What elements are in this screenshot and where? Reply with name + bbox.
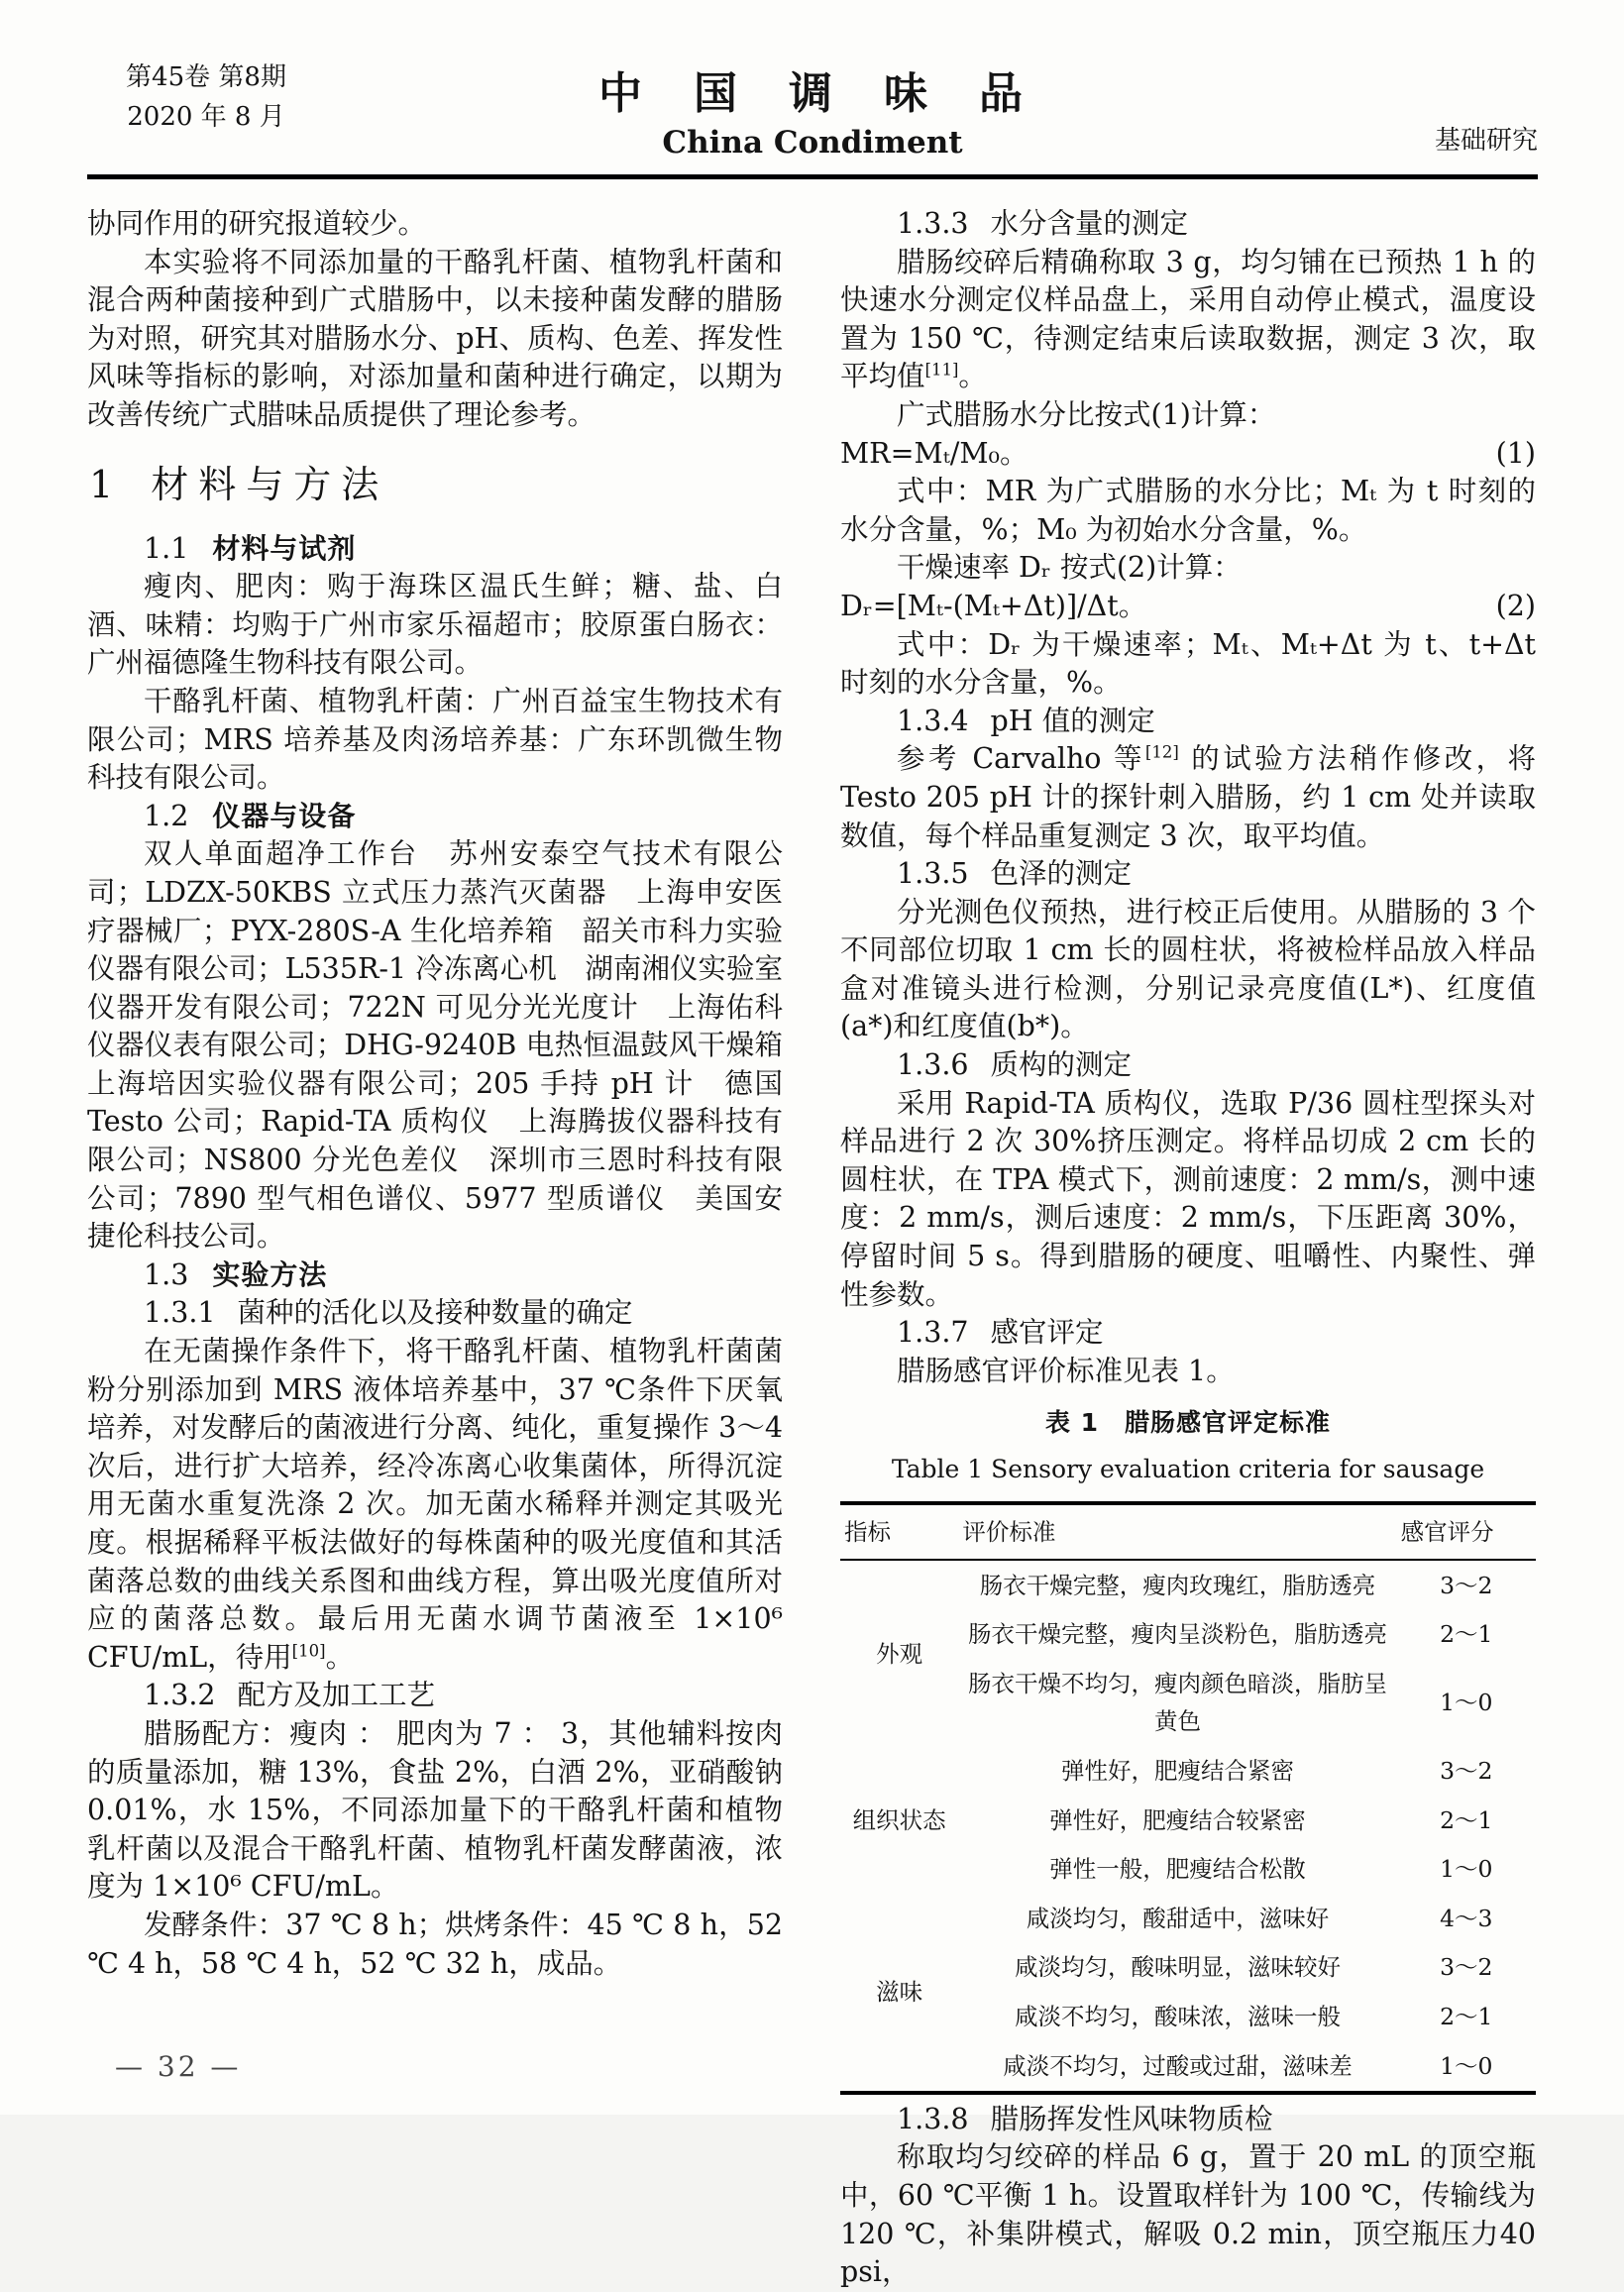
heading-number: 1.3.6 <box>897 1048 969 1082</box>
criteria-cell: 肠衣干燥不均匀，瘦肉颜色暗淡，脂肪呈黄色 <box>967 1669 1387 1736</box>
paragraph-volatile: 称取均匀绞碎的样品 6 g，置于 20 mL 的顶空瓶中，60 ℃平衡 1 h。设置取样针为 100 ℃，传输线为 120 ℃，补集阱模式，解吸 0.2 min，顶空瓶压力40 psi， <box>840 2140 1536 2289</box>
heading-1-3-3 <box>840 205 1536 244</box>
heading-number: 1.3.8 <box>897 2102 969 2135</box>
table-row <box>840 1747 1536 1797</box>
paragraph-activation <box>87 1333 783 1677</box>
heading-title: 仪器与设备 <box>212 799 357 832</box>
heading-1-2 <box>87 798 783 836</box>
score-cell: 1～0 <box>1440 1855 1493 1884</box>
criteria-cell: 弹性一般，肥瘦结合松散 <box>1049 1855 1306 1884</box>
table-body <box>840 1560 1536 2093</box>
heading-1-3-7 <box>840 1314 1536 1353</box>
heading-number: 1.2 <box>144 799 189 832</box>
heading-1-3-1 <box>87 1294 783 1333</box>
section-number: 1 <box>89 462 114 506</box>
criteria-cell: 肠衣干燥完整，瘦肉玫瑰红，脂肪透亮 <box>979 1571 1376 1599</box>
paragraph-sensory: 腊肠感官评价标准见表 1。 <box>897 1354 1235 1387</box>
paragraph-carryover: 协同作用的研究报道较少。 <box>87 207 427 240</box>
paragraph-color: 分光测色仪预热，进行校正后使用。从腊肠的 3 个不同部位切取 1 cm 长的圆柱状，将被检样品放入样品盒对准镜头进行检测，分别记录亮度值(L*)、红度值(a*)和红度值(b*)。 <box>840 895 1536 1043</box>
article-body <box>0 179 1624 2292</box>
text-run: 腊肠绞碎后精确称取 3 g，均匀铺在已预热 1 h 的快速水分测定仪样品盘上，采用自动停止模式，温度设置为 150 ℃，待测定结束后读取数据，测定 3 次，取平均值 <box>840 245 1536 393</box>
criteria-cell: 咸淡均匀，酸味明显，滋味较好 <box>1014 1953 1341 1982</box>
heading-1-1 <box>87 530 783 569</box>
paragraph-recipe: 腊肠配方：瘦肉 ： 肥肉为 7 ： 3，其他辅料按肉的质量添加，糖 13%，食盐 2%，白酒 2%，亚硝酸钠 0.01%，水 15%，不同添加量下的干酪乳杆菌和植物乳杆菌以及混合干酪乳杆菌、植物乳杆菌发酵菌液，浓度为 1×10⁶ CFU/mL。 <box>87 1716 783 1904</box>
criteria-cell: 咸淡均匀，酸甜适中，滋味好 <box>1026 1904 1330 1932</box>
equation-formula: Dᵣ=[Mₜ-(Mₜ+Δt)]/Δt。 <box>840 589 1147 622</box>
score-cell: 4～3 <box>1440 1904 1493 1932</box>
score-cell: 3～2 <box>1440 1953 1493 1982</box>
heading-1-3-5 <box>840 855 1536 894</box>
table-header <box>840 1503 1536 1561</box>
heading-number: 1.3.4 <box>897 704 969 737</box>
paragraph-eq1-note: 式中：MR 为广式腊肠的水分比；Mₜ 为 t 时刻的水分含量，%；M₀ 为初始水分含量，%。 <box>840 475 1536 546</box>
heading-1-3-8 <box>840 2101 1536 2139</box>
paragraph-equipment: 双人单面超净工作台 苏州安泰空气技术有限公司；LDZX-50KBS 立式压力蒸汽灭菌器 上海申安医疗器械厂；PYX-280S-A 生化培养箱 韶关市科力实验仪器有限公司；L535R-1 冷冻离心机 湖南湘仪实验室仪器开发有限公司；722N 可见分光光度计 上海佑科仪器仪表有限公司；DHG-9240B 电热恒温鼓风干燥箱 上海培因实验仪器有限公司；205 手持 pH 计 德国 Testo 公司；Rapid-TA 质构仪 上海腾拔仪器科技有限公司；NS800 分光色差仪 深圳市三恩时科技有限公司；7890 型气相色谱仪、5977 型质谱仪 美国安捷伦科技公司。 <box>87 837 812 1254</box>
heading-title: 质构的测定 <box>990 1048 1133 1082</box>
journal-title-block <box>325 57 1300 161</box>
score-cell: 3～2 <box>1440 1757 1493 1786</box>
paragraph-eq2-note: 式中：Dᵣ 为干燥速率；Mₜ、Mₜ+Δt 为 t、t+Δt 时刻的水分含量，%。 <box>840 627 1536 700</box>
left-column <box>87 205 812 2292</box>
heading-1-3-4 <box>840 703 1536 741</box>
heading-number: 1.3.5 <box>897 857 969 891</box>
citation-ref-12: [12] <box>1144 742 1179 762</box>
text-run: 在无菌操作条件下，将干酪乳杆菌、植物乳杆菌菌粉分别添加到 MRS 液体培养基中，37 ℃条件下厌氧培养，对发酵后的菌液进行分离、纯化，重复操作 3～4 次后，进行扩大培养，经冷冻离心收集菌体，所得沉淀用无菌水重复洗涤 2 次。加无菌水稀释并测定其吸光度。根据稀释平板法做好的每株菌种的吸光度值和其活菌落总数的曲线关系图和曲线方程，算出吸光度值所对应的菌落总数。最后用无菌水调节菌液至 1×10⁶ CFU/mL，待用 <box>87 1335 783 1674</box>
equation-number: (1) <box>1495 436 1536 470</box>
sensory-evaluation-table <box>840 1501 1536 2095</box>
text-run: 。 <box>958 360 987 393</box>
heading-number: 1.3.3 <box>897 207 969 240</box>
journal-title-zh: 中 国 调 味 品 <box>598 68 1027 119</box>
heading-title: 材料与试剂 <box>212 531 357 565</box>
heading-number: 1.3 <box>144 1257 189 1291</box>
section-title: 材料与方法 <box>151 462 389 506</box>
heading-title: 菌种的活化以及接种数量的确定 <box>237 1296 633 1330</box>
header-cell-score: 感官评分 <box>1400 1517 1494 1546</box>
heading-1-3-2 <box>87 1677 783 1715</box>
section-tag: 基础研究 <box>1434 126 1538 156</box>
table-row <box>840 1560 1536 1610</box>
citation-ref-11: [11] <box>924 360 959 380</box>
criteria-cell: 弹性好，肥瘦结合紧密 <box>1060 1757 1294 1786</box>
score-cell: 2～1 <box>1440 2003 1493 2031</box>
equation-2 <box>840 588 1536 626</box>
heading-number: 1.3.2 <box>144 1679 216 1712</box>
right-column <box>840 205 1536 2292</box>
paragraph-ferment-conditions: 发酵条件：37 ℃ 8 h；烘烤条件：45 ℃ 8 h，52 ℃ 4 h，58 ℃ 4 h，52 ℃ 32 h，成品。 <box>87 1908 783 1980</box>
publish-date: 2020 年 8 月 <box>127 102 285 132</box>
paragraph-ph <box>840 740 1536 855</box>
equation-formula: MR=Mₜ/M₀。 <box>840 436 1029 470</box>
paragraph-texture: 采用 Rapid-TA 质构仪，选取 P/36 圆柱型探头对样品进行 2 次 30%挤压测定。将样品切成 2 cm 长的圆柱状，在 TPA 模式下，测前速度：2 mm/s，测中速度：2 mm/s，测后速度：2 mm/s，下压距离 30%，停留时间 5 s。得到腊肠的硬度、咀嚼性、内聚性、弹性参数。 <box>840 1086 1536 1311</box>
table-header-row <box>840 1503 1536 1561</box>
heading-number: 1.3.1 <box>144 1296 216 1330</box>
citation-ref-10: [10] <box>291 1641 326 1661</box>
table-row <box>840 1894 1536 1943</box>
paragraph-materials-1: 瘦肉、肥肉：购于海珠区温氏生鲜；糖、盐、白酒、味精：均购于广州市家乐福超市；胶原蛋白肠衣：广州福德隆生物科技有限公司。 <box>87 570 783 680</box>
score-cell: 3～2 <box>1440 1571 1493 1599</box>
heading-title: 感官评定 <box>990 1316 1104 1350</box>
heading-title: 水分含量的测定 <box>990 207 1189 240</box>
header-cell-indicator: 指标 <box>844 1517 891 1546</box>
paragraph-intro: 本实验将不同添加量的干酪乳杆菌、植物乳杆菌和混合两种菌接种到广式腊肠中，以未接种菌发酵的腊肠为对照，研究其对腊肠水分、pH、质构、色差、挥发性风味等指标的影响，对添加量和菌种进行确定，以期为改善传统广式腊味品质提供了理论参考。 <box>87 245 783 431</box>
criteria-cell: 咸淡不均匀，过酸或过甜，滋味差 <box>1003 2051 1353 2080</box>
score-cell: 1～0 <box>1440 2051 1493 2080</box>
score-cell: 2～1 <box>1440 1805 1493 1834</box>
criteria-cell: 肠衣干燥完整，瘦肉呈淡粉色，脂肪透亮 <box>967 1620 1387 1649</box>
group-cell-appearance: 外观 <box>876 1639 923 1668</box>
criteria-cell: 弹性好，肥瘦结合较紧密 <box>1049 1805 1306 1834</box>
header-cell-criteria: 评价标准 <box>962 1517 1056 1546</box>
paragraph-materials-2: 干酪乳杆菌、植物乳杆菌：广州百益宝生物技术有限公司；MRS 培养基及肉汤培养基：广东环凯微生物科技有限公司。 <box>87 684 783 795</box>
heading-title: 色泽的测定 <box>990 857 1133 891</box>
heading-title: 实验方法 <box>212 1257 328 1291</box>
group-cell-texture-state: 组织状态 <box>852 1805 946 1834</box>
criteria-cell: 咸淡不均匀，酸味浓，滋味一般 <box>1014 2003 1341 2031</box>
heading-number: 1.3.7 <box>897 1316 969 1350</box>
heading-title: 配方及加工工艺 <box>237 1679 436 1712</box>
journal-issue-info <box>87 57 325 137</box>
section-heading-1 <box>89 459 783 510</box>
equation-1 <box>840 435 1536 474</box>
heading-1-3 <box>87 1256 783 1295</box>
heading-title: pH 值的测定 <box>990 704 1155 737</box>
journal-title-en: China Condiment <box>662 125 963 161</box>
paragraph-moisture <box>840 244 1536 396</box>
equation-number: (2) <box>1495 589 1536 622</box>
heading-number: 1.1 <box>144 531 189 565</box>
paragraph-eq1-intro: 广式腊肠水分比按式(1)计算： <box>897 397 1276 431</box>
heading-1-3-6 <box>840 1046 1536 1085</box>
text-run: 。 <box>325 1640 355 1674</box>
page-header <box>0 0 1624 161</box>
score-cell: 2～1 <box>1440 1620 1493 1649</box>
heading-title: 腊肠挥发性风味物质检 <box>990 2102 1273 2135</box>
score-cell: 1～0 <box>1440 1689 1493 1717</box>
paragraph-eq2-intro: 干燥速率 Dᵣ 按式(2)计算： <box>897 551 1242 585</box>
table1-caption-en: Table 1 Sensory evaluation criteria for sausage <box>891 1455 1485 1483</box>
group-cell-taste: 滋味 <box>876 1978 923 2007</box>
page-number: — 32 — <box>115 2050 242 2083</box>
volume-issue: 第45卷 第8期 <box>126 62 286 92</box>
text-run: 的试验方法稍作修改，将 Testo 205 pH 计的探针刺入腊肠，约 1 cm 处并读取数值，每个样品重复测定 3 次，取平均值。 <box>840 742 1537 852</box>
table1-caption-zh: 表 1 腊肠感官评定标准 <box>1044 1408 1332 1438</box>
text-run: 参考 Carvalho 等 <box>897 742 1145 776</box>
